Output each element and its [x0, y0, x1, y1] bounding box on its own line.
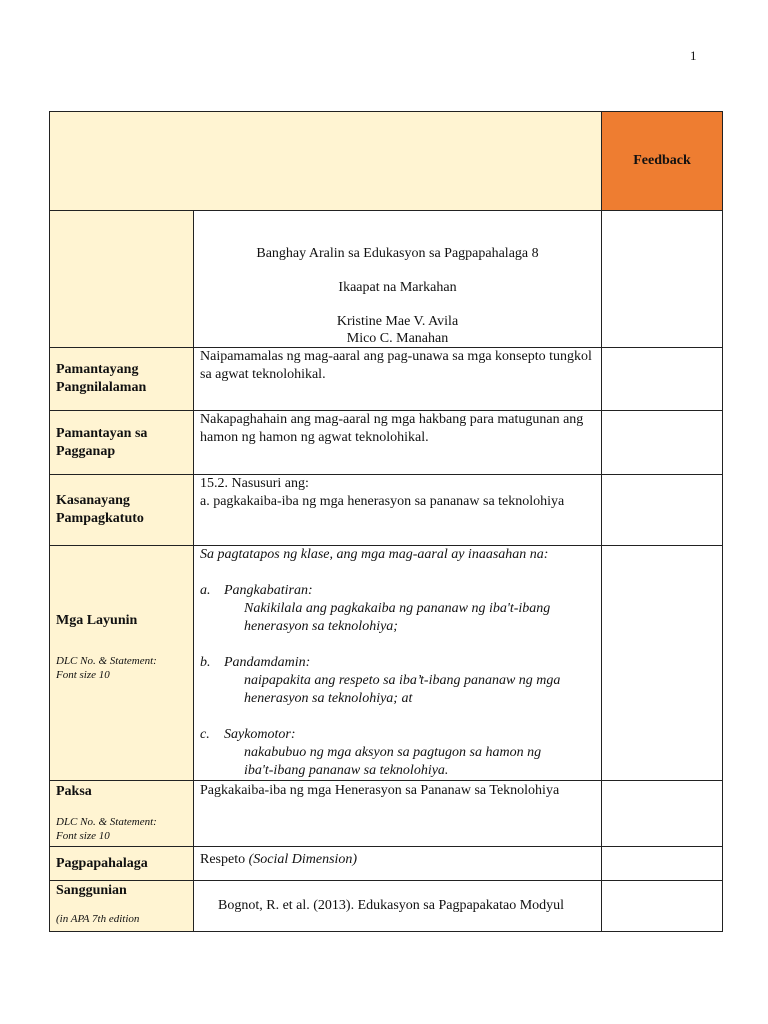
row-content: Bognot, R. et al. (2013). Edukasyon sa Pagpapakatao Modyul [194, 881, 602, 932]
feedback-cell [602, 211, 723, 348]
row-content: Pagkakaiba-iba ng mga Henerasyon sa Pananaw sa Teknolohiya [194, 781, 602, 847]
title-label-cell [50, 211, 194, 348]
row-label: Pamantayang Pangnilalaman [50, 348, 194, 411]
feedback-cell [602, 847, 723, 881]
row-label: Mga Layunin DLC No. & Statement: Font size 10 [50, 546, 194, 781]
header-row [50, 112, 723, 211]
feedback-cell [602, 546, 723, 781]
quarter-text: Ikaapat na Markahan [338, 280, 457, 295]
row-label: Pagpapahalaga [50, 847, 194, 881]
row-content: Naipamamalas ng mag-aaral ang pag-unawa sa mga konsepto tungkol sa agwat teknolohikal. [194, 348, 602, 411]
row-pagpapahalaga [50, 847, 723, 881]
row-content: Nakapaghahain ang mag-aaral ng mga hakbang para matugunan ang hamon ng hamon ng agwat teknolohikal. [194, 411, 602, 475]
row-label: Kasanayang Pampagkatuto [50, 475, 194, 546]
row-pamantayan-sa-pagganap [50, 411, 723, 475]
page-number: 1 [690, 48, 697, 63]
lesson-title: Banghay Aralin sa Edukasyon sa Pagpapahalaga 8 [256, 246, 539, 261]
lesson-plan-table [49, 111, 723, 932]
row-mga-layunin [50, 546, 723, 781]
feedback-cell [602, 881, 723, 932]
title-block [194, 211, 602, 348]
row-pamantayang-pangnilalaman [50, 348, 723, 411]
objective-b: b. Pandamdamin: naipapakita ang respeto sa iba’t-ibang pananaw ng mga henerasyon sa teknolohiya; at [200, 655, 561, 706]
feedback-header: Feedback [602, 112, 723, 211]
row-label: Paksa DLC No. & Statement: Font size 10 [50, 781, 194, 847]
feedback-cell [602, 475, 723, 546]
title-row [50, 211, 723, 348]
row-kasanayang-pampagkatuto [50, 475, 723, 546]
author-name: Mico C. Manahan [346, 331, 449, 346]
author-name: Kristine Mae V. Avila [336, 314, 459, 329]
row-label: Sanggunian (in APA 7th edition [50, 881, 194, 932]
objective-c: c. Saykomotor: nakabubuo ng mga aksyon sa pagtugon sa hamon ng iba't-ibang pananaw sa teknolohiya. [200, 727, 542, 778]
feedback-cell [602, 348, 723, 411]
row-content: Respeto (Social Dimension) [194, 847, 602, 881]
objective-a: a. Pangkabatiran: Nakikilala ang pagkakaiba ng pananaw ng iba't-ibang henerasyon sa teknolohiya; [200, 583, 551, 634]
objectives-intro: Sa pagtatapos ng klase, ang mga mag-aaral ay inaasahan na: [200, 547, 549, 562]
header-blank-cell [50, 112, 602, 211]
feedback-cell [602, 781, 723, 847]
feedback-cell [602, 411, 723, 475]
row-content: 15.2. Nasusuri ang: a. pagkakaiba-iba ng mga henerasyon sa pananaw sa teknolohiya [194, 475, 602, 546]
row-sanggunian [50, 881, 723, 932]
row-paksa [50, 781, 723, 847]
objectives-content [194, 546, 602, 781]
row-label: Pamantayan sa Pagganap [50, 411, 194, 475]
